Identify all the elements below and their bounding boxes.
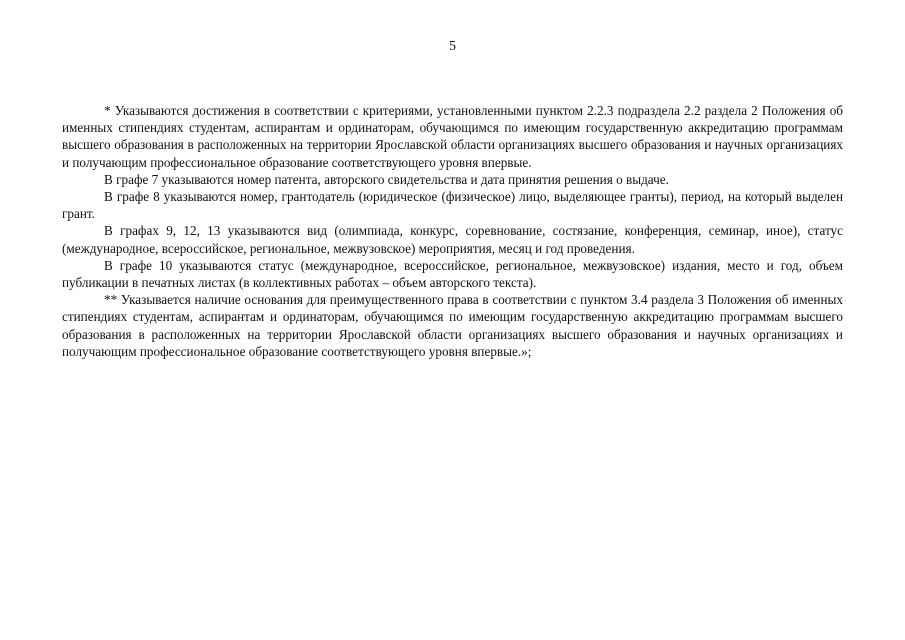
note-column-10: В графе 10 указываются статус (международное, всероссийское, региональное, межвузовское) издания, место и год, объем публикации в печатных листах (в коллективных работах – объем авторского текста). [62, 257, 843, 291]
note-columns-9-12-13: В графах 9, 12, 13 указываются вид (олимпиада, конкурс, соревнование, состязание, конференция, семинар, иное), статус (международное, всероссийское, региональное, межвузовское) мероприятия, месяц и год проведения. [62, 223, 843, 256]
footnote-preferential-right: ** Указывается наличие основания для преимущественного права в соответствии с пунктом 3.4 раздела 3 Положения об именных стипендиях студентам, аспирантам и ординаторам, обучающимся по имеющим государственную аккредитацию программам высшего образования в расположенных на территории Ярославской области организациях высшего образования и научных организациях и получающим профессиональное образование соответствующего уровня впервые.»; [62, 292, 843, 359]
page-number: 5 [449, 39, 456, 54]
note-column-8: В графе 8 указываются номер, грантодатель (юридическое (физическое) лицо, выделяющее гранты), период, на который выделен грант. [62, 189, 843, 222]
note-column-7: В графе 7 указываются номер патента, авторского свидетельства и дата принятия решения о выдаче. [104, 171, 669, 187]
footnote-achievements: * Указываются достижения в соответствии с критериями, установленными пунктом 2.2.3 подраздела 2.2 раздела 2 Положения об именных стипендиях студентам, аспирантам и ординаторам, обучающимся по имеющим государственную аккредитацию программам высшего образования в расположенных на территории Ярославской области организациях высшего образования и научных организациях и получающим профессиональное образование соответствующего уровня впервые. [62, 103, 843, 170]
footnotes-block [62, 102, 843, 360]
